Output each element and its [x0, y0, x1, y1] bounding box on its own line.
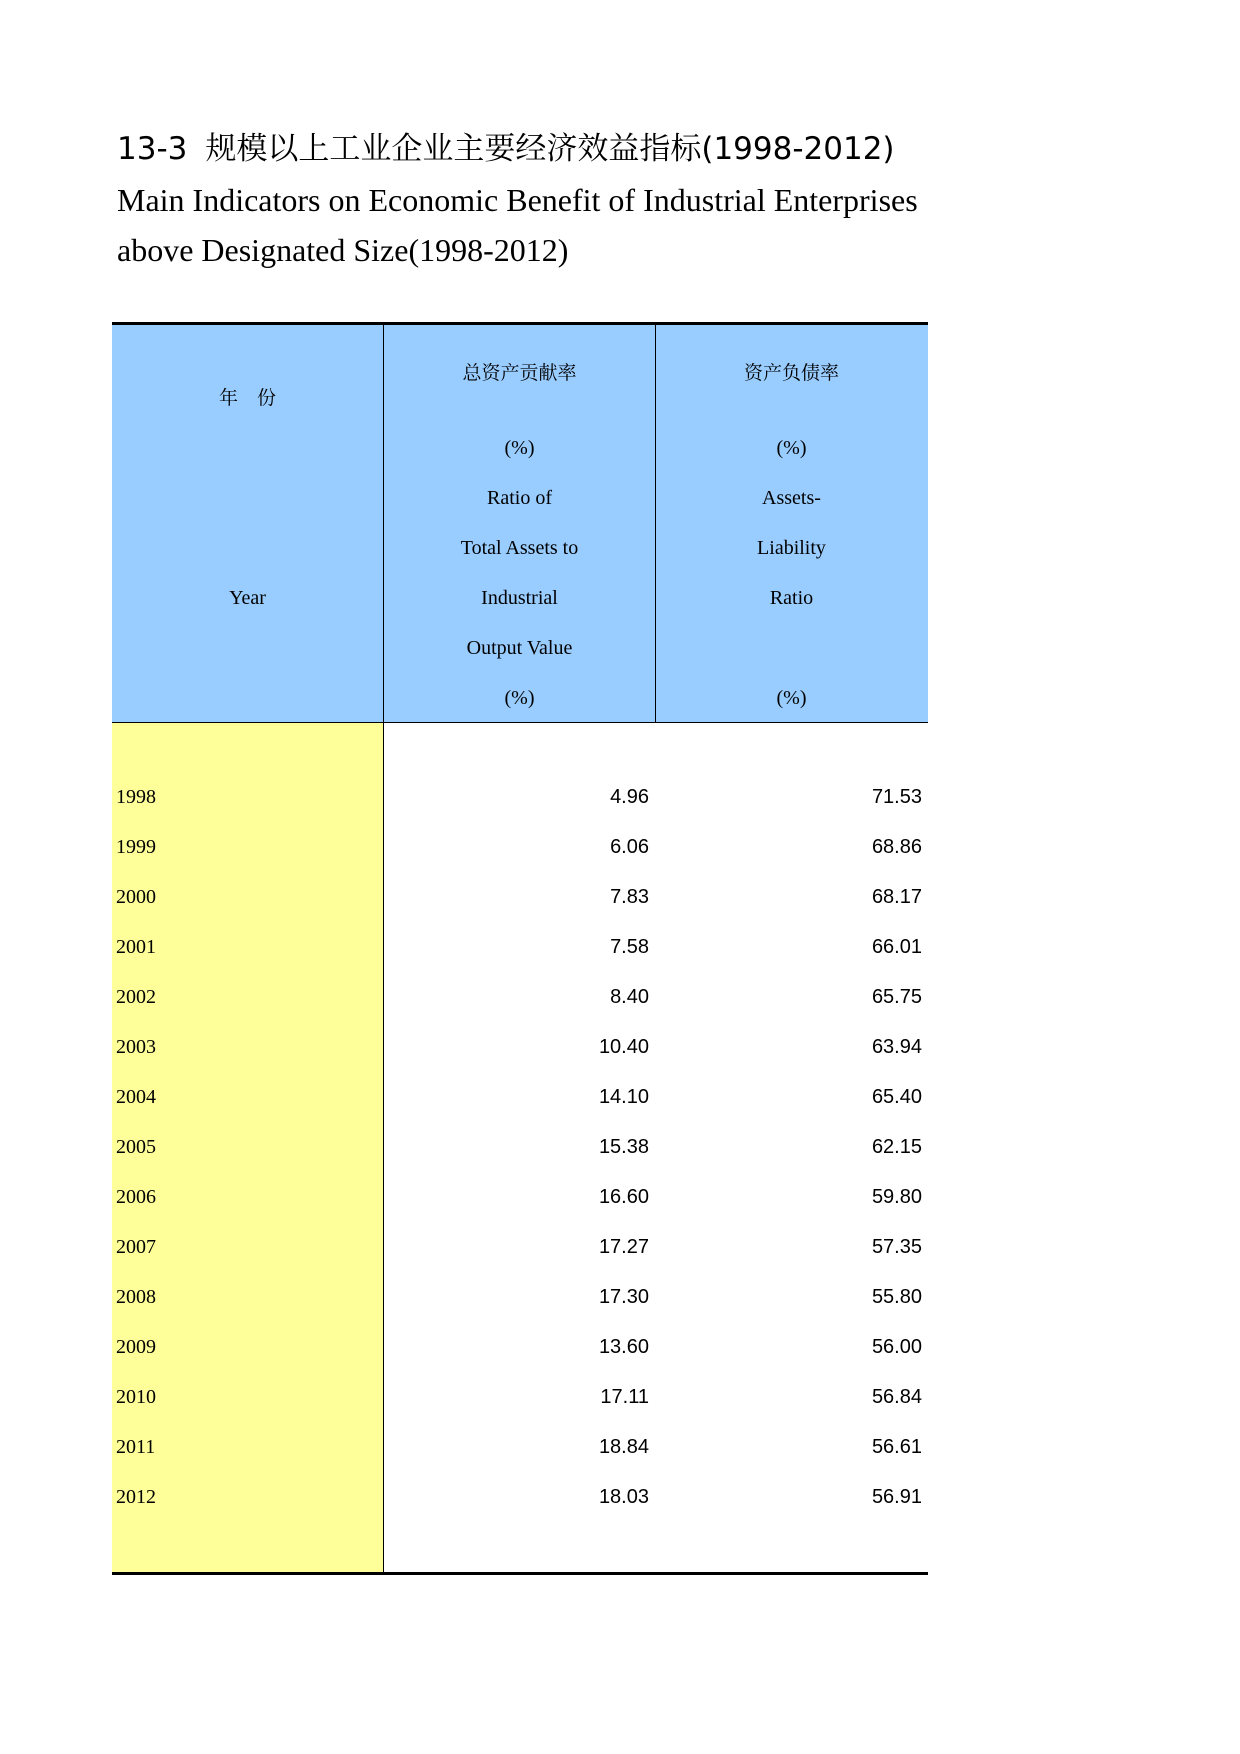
row-assets-liability: 56.00: [871, 1336, 922, 1358]
page-title-english-line2: above Designated Size(1998-2012): [117, 232, 569, 268]
row-year: 2001: [116, 936, 156, 958]
row-assets-liability: 56.61: [871, 1436, 922, 1458]
header-total-assets-contribution: [384, 325, 655, 722]
row-total-assets-contribution: 15.38: [598, 1136, 649, 1158]
table-row: [112, 1272, 928, 1322]
table-row: [112, 1422, 928, 1472]
table-row: [112, 1322, 928, 1372]
header-col2-unit-en: (%): [776, 687, 807, 709]
row-total-assets-contribution: 13.60: [598, 1336, 649, 1358]
header-col1-cn: 总资产贡献率: [462, 362, 577, 384]
row-year: 2000: [116, 886, 156, 908]
table-row: [112, 1222, 928, 1272]
row-assets-liability: 62.15: [871, 1136, 922, 1158]
row-total-assets-contribution: 18.84: [598, 1436, 649, 1458]
table-row: [112, 922, 928, 972]
row-total-assets-contribution: 14.10: [598, 1086, 649, 1108]
table-row: [112, 1122, 928, 1172]
row-year: 2009: [116, 1336, 156, 1358]
header-col2-en-3: Ratio: [769, 587, 814, 609]
header-assets-liability: [656, 325, 927, 722]
row-total-assets-contribution: 16.60: [598, 1186, 649, 1208]
row-year: 2002: [116, 986, 156, 1008]
header-col2-unit-cn: (%): [776, 437, 807, 459]
row-total-assets-contribution: 18.03: [598, 1486, 649, 1508]
row-assets-liability: 63.94: [871, 1036, 922, 1058]
page-title-english-line1: Main Indicators on Economic Benefit of Industrial Enterprises: [117, 182, 918, 218]
header-year: [112, 325, 383, 722]
table-number: 13-3: [117, 131, 188, 167]
row-assets-liability: 55.80: [871, 1286, 922, 1308]
row-year: 2010: [116, 1386, 156, 1408]
row-assets-liability: 66.01: [871, 936, 922, 958]
header-col1-en-2: Total Assets to: [460, 537, 579, 559]
row-total-assets-contribution: 8.40: [610, 986, 649, 1008]
header-year-en: Year: [229, 587, 266, 609]
header-col1-unit-en: (%): [504, 687, 535, 709]
header-col1-en-1: Ratio of: [487, 487, 552, 509]
row-year: 1999: [116, 836, 156, 858]
row-assets-liability: 68.86: [871, 836, 922, 858]
row-assets-liability: 56.91: [871, 1486, 922, 1508]
row-assets-liability: 65.75: [871, 986, 922, 1008]
table-row: [112, 1372, 928, 1422]
table-row: [112, 1172, 928, 1222]
header-col2-en-2: Liability: [757, 537, 826, 559]
row-year: 2004: [116, 1086, 156, 1108]
header-col1-en-4: Output Value: [466, 637, 573, 659]
table-row: [112, 822, 928, 872]
table-row: [112, 1472, 928, 1522]
page-title-chinese: [117, 126, 929, 172]
row-year: 2011: [116, 1436, 156, 1458]
header-col1-en-3: Industrial: [481, 587, 558, 609]
table-row: [112, 1022, 928, 1072]
header-col2-en-1: Assets-: [762, 487, 821, 509]
table-row: [112, 872, 928, 922]
row-year: 2005: [116, 1136, 156, 1158]
row-assets-liability: 57.35: [871, 1236, 922, 1258]
header-col2-cn: 资产负债率: [743, 362, 839, 384]
title-chinese-text: 规模以上工业企业主要经济效益指标(1998-2012): [205, 131, 895, 167]
table-row: [112, 772, 928, 822]
row-year: 2012: [116, 1486, 156, 1508]
row-total-assets-contribution: 6.06: [610, 836, 649, 858]
row-total-assets-contribution: 17.11: [600, 1386, 649, 1408]
indicator-table: [112, 322, 928, 1575]
row-year: 2007: [116, 1236, 156, 1258]
row-total-assets-contribution: 10.40: [598, 1036, 649, 1058]
row-assets-liability: 59.80: [871, 1186, 922, 1208]
row-total-assets-contribution: 17.30: [598, 1286, 649, 1308]
row-assets-liability: 68.17: [871, 886, 922, 908]
table-row: [112, 1072, 928, 1122]
row-assets-liability: 71.53: [871, 786, 922, 808]
row-assets-liability: 56.84: [871, 1386, 922, 1408]
header-year-cn: 年 份: [218, 387, 276, 409]
row-total-assets-contribution: 4.96: [610, 786, 649, 808]
row-year: 2008: [116, 1286, 156, 1308]
row-total-assets-contribution: 7.58: [610, 936, 649, 958]
row-year: 1998: [116, 786, 156, 808]
row-year: 2003: [116, 1036, 156, 1058]
table-bottom-rule: [112, 1572, 928, 1575]
row-total-assets-contribution: 17.27: [598, 1236, 649, 1258]
row-year: 2006: [116, 1186, 156, 1208]
table-row: [112, 972, 928, 1022]
row-total-assets-contribution: 7.83: [610, 886, 649, 908]
row-assets-liability: 65.40: [871, 1086, 922, 1108]
header-col1-unit-cn: (%): [504, 437, 535, 459]
